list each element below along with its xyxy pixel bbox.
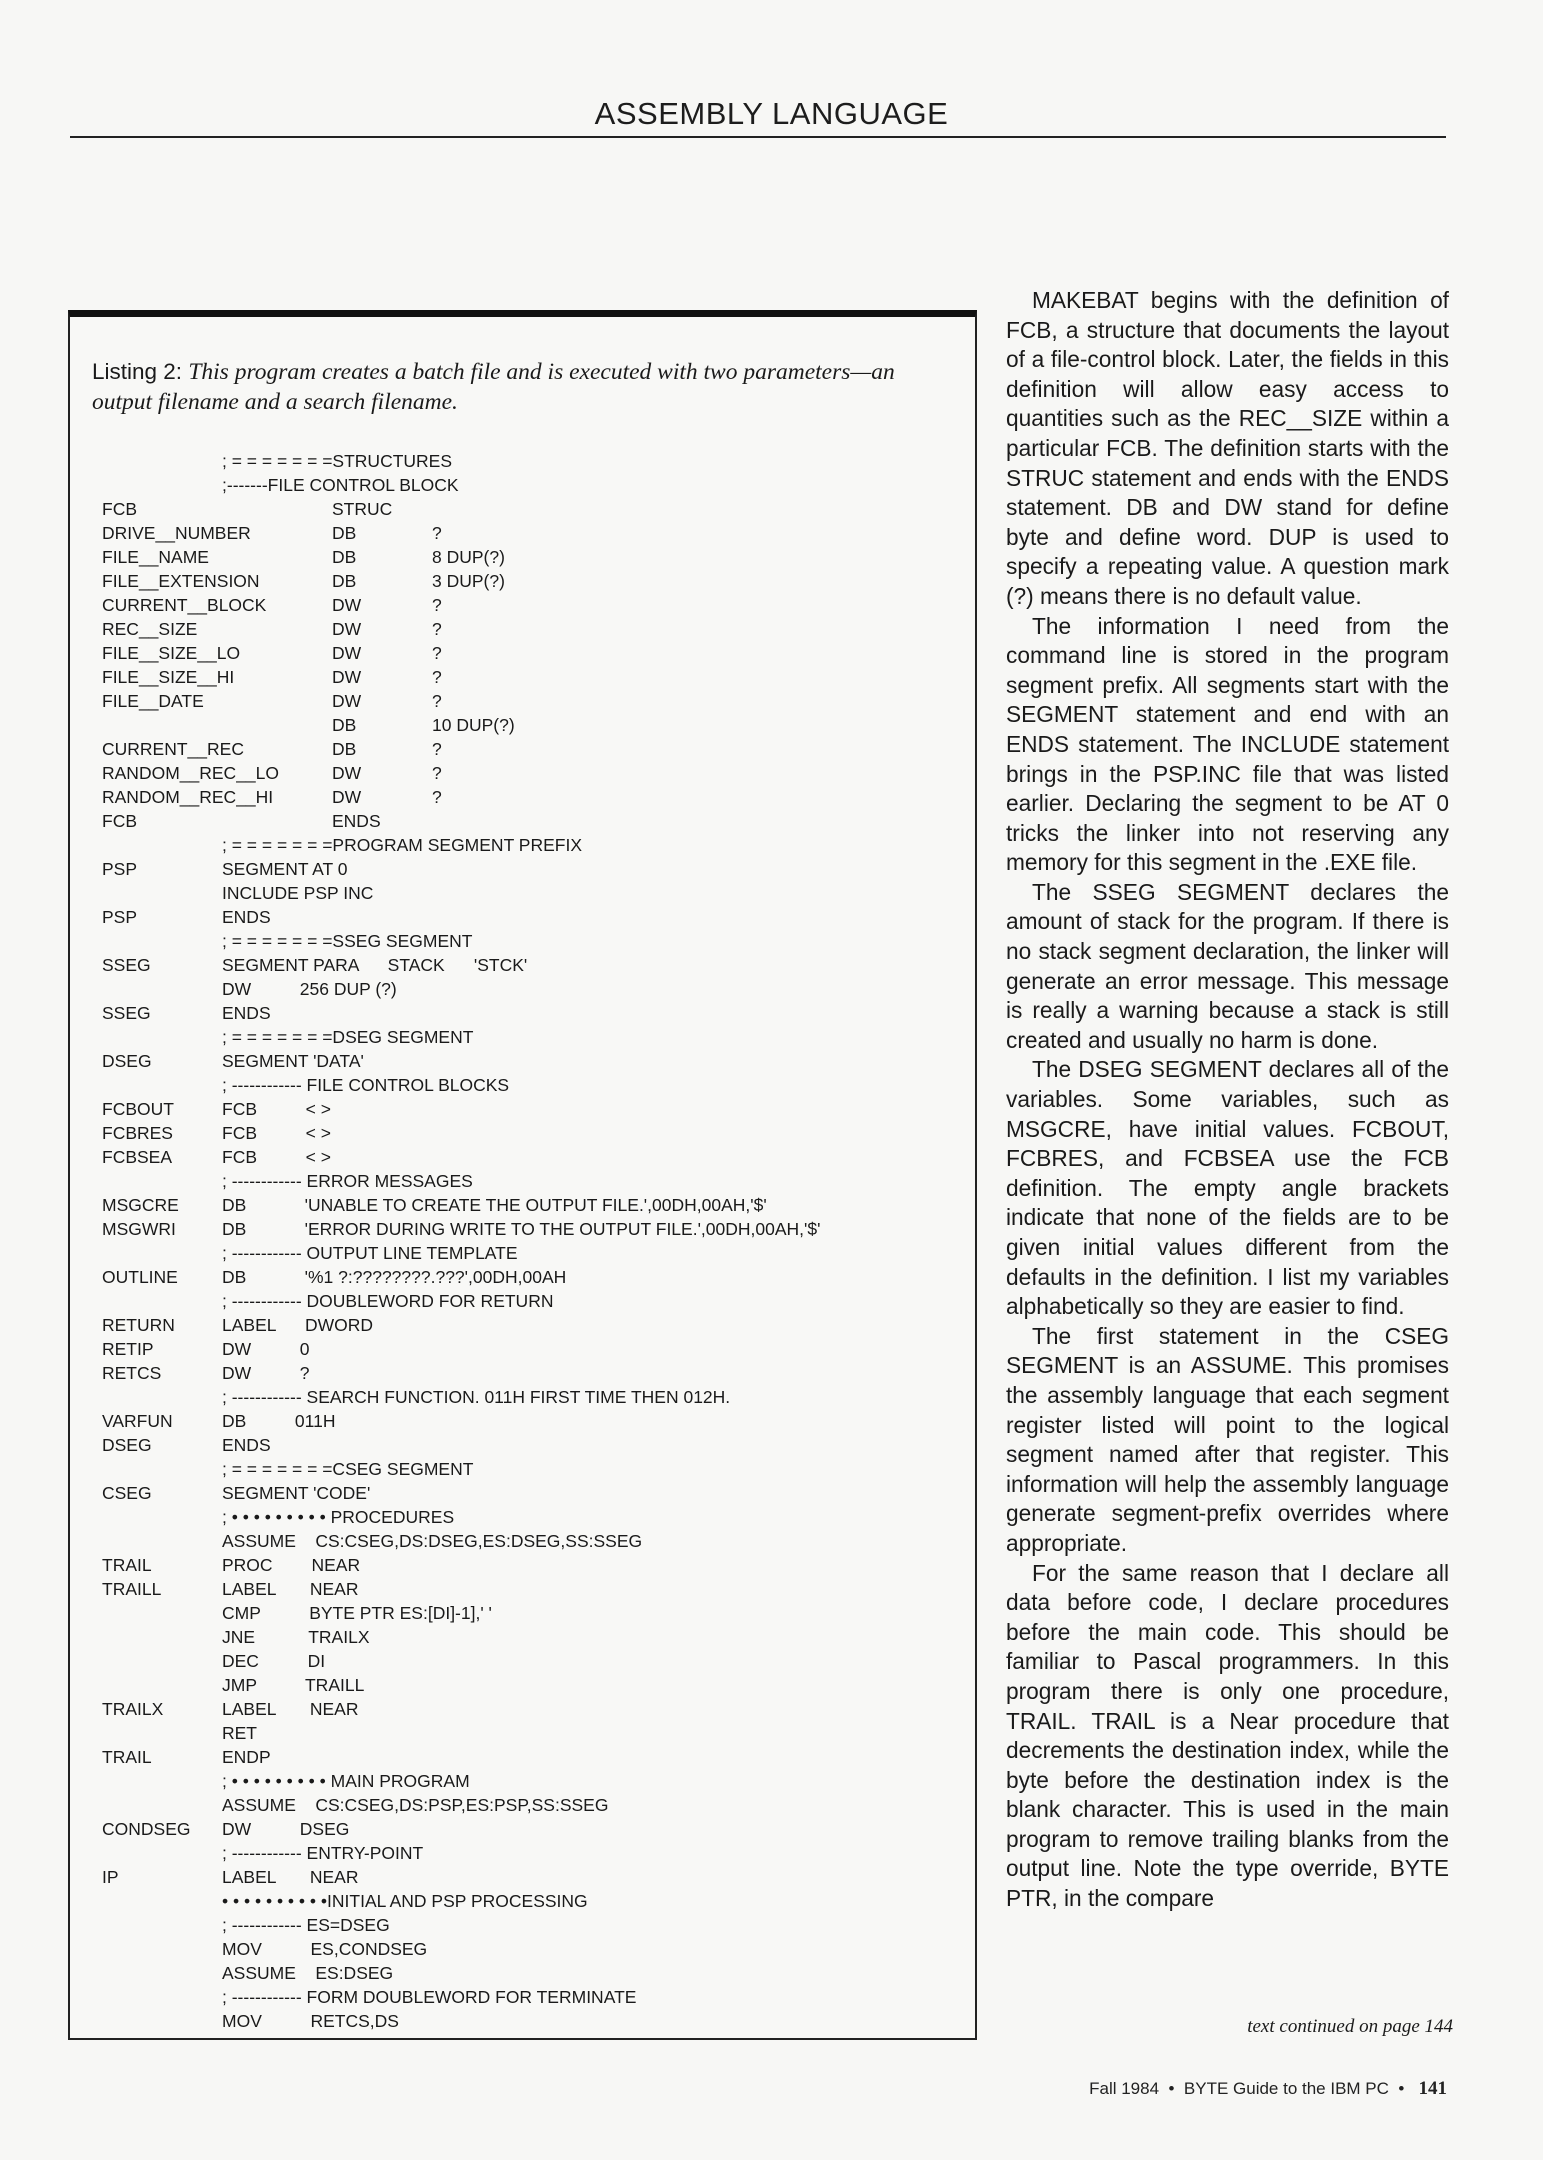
code-op: ; ------------ FORM DOUBLEWORD FOR TERMINATE	[222, 1987, 637, 2007]
code-label: PSP	[102, 859, 138, 879]
code-line	[102, 809, 962, 833]
code-label: CURRENT__REC	[102, 739, 244, 759]
code-label: FILE__SIZE__HI	[102, 667, 235, 687]
code-op: PROC NEAR	[222, 1555, 361, 1575]
code-line	[102, 1289, 962, 1313]
code-line	[102, 737, 962, 761]
code-line	[102, 689, 962, 713]
code-label: DSEG	[102, 1435, 152, 1455]
code-label: RANDOM__REC__LO	[102, 763, 279, 783]
code-op: ; ------------ ERROR MESSAGES	[222, 1171, 473, 1191]
code-directive: DW	[332, 787, 362, 807]
article-paragraph: For the same reason that I declare all data before code, I declare procedures before the main code. This should be familiar to Pascal programmers. In this program there is only one procedure, TRAIL. TRAIL is a Near procedure that decrements the destination index, while the byte before the destination index is the blank character. This is used in the main program to remove trailing blanks from the output line. Note the type override, BYTE PTR, in the compare	[1006, 1559, 1449, 1912]
code-label: PSP	[102, 907, 138, 927]
code-op: ; ------------ SEARCH FUNCTION. 011H FIRST TIME THEN 012H.	[222, 1387, 731, 1407]
article-paragraph: The DSEG SEGMENT declares all of the variables. Some variables, such as MSGCRE, have initial values. FCBOUT, FCBRES, and FCBSEA use the FCB definition. The empty angle brackets indicate that none of the fields are to be given initial values different from the defaults in the definition. I list my variables alphabetically so they are easier to find.	[1006, 1056, 1449, 1320]
code-line	[102, 785, 962, 809]
code-label: FCBRES	[102, 1123, 173, 1143]
code-op: ; ------------ ENTRY-POINT	[222, 1843, 424, 1863]
code-label: TRAILL	[102, 1579, 162, 1599]
code-line	[102, 1481, 962, 1505]
code-label: CSEG	[102, 1483, 152, 1503]
code-op: ENDP	[222, 1747, 271, 1767]
code-op: DW 0	[222, 1339, 310, 1359]
listing-caption-text: This program creates a batch file and is executed with two parameters—an output filename and a search filename.	[92, 359, 895, 415]
code-line	[102, 617, 962, 641]
code-line	[102, 1553, 962, 1577]
code-line	[102, 1457, 962, 1481]
code-line	[102, 569, 962, 593]
code-op: DW 256 DUP (?)	[222, 979, 397, 999]
code-line	[102, 1265, 962, 1289]
code-label: FILE__NAME	[102, 547, 209, 567]
code-line	[102, 1769, 962, 1793]
code-op: ; • • • • • • • • • MAIN PROGRAM	[222, 1771, 470, 1791]
code-label: TRAIL	[102, 1747, 152, 1767]
code-line	[102, 1385, 962, 1409]
code-op: ;-------FILE CONTROL BLOCK	[222, 475, 459, 495]
code-line	[102, 953, 962, 977]
article-paragraph: MAKEBAT begins with the definition of FCB, a structure that documents the layout of a file-control block. Later, the fields in this definition will allow easy access to quantities such as the REC__SIZE within a particular FCB. The definition starts with the STRUC statement and ends with the ENDS statement. DB and DW stand for define byte and define word. DUP is used to specify a repeating value. A question mark (?) means there is no default value.	[1006, 287, 1449, 609]
code-label: FCB	[102, 499, 137, 519]
code-listing	[102, 449, 962, 2033]
code-line	[102, 1529, 962, 1553]
code-line	[102, 1337, 962, 1361]
code-label: FILE__EXTENSION	[102, 571, 260, 591]
code-line	[102, 929, 962, 953]
code-op: LABEL NEAR	[222, 1867, 359, 1887]
code-op: LABEL DWORD	[222, 1315, 374, 1335]
code-label: SSEG	[102, 1003, 151, 1023]
code-line	[102, 1313, 962, 1337]
code-label: MSGCRE	[102, 1195, 179, 1215]
code-operand: 8 DUP(?)	[432, 547, 505, 567]
code-line	[102, 1001, 962, 1025]
code-label: IP	[102, 1867, 119, 1887]
code-line	[102, 857, 962, 881]
code-line	[102, 1049, 962, 1073]
code-op: JMP TRAILL	[222, 1675, 365, 1695]
code-line	[102, 641, 962, 665]
code-line	[102, 473, 962, 497]
code-directive: DW	[332, 667, 362, 687]
code-label: RETIP	[102, 1339, 154, 1359]
code-operand: 10 DUP(?)	[432, 715, 515, 735]
code-operand: 3 DUP(?)	[432, 571, 505, 591]
code-line	[102, 1505, 962, 1529]
code-label: FILE__SIZE__LO	[102, 643, 241, 663]
code-label: TRAIL	[102, 1555, 152, 1575]
code-op: ; ------------ ES=DSEG	[222, 1915, 390, 1935]
code-directive: STRUC	[332, 499, 393, 519]
code-line	[102, 545, 962, 569]
code-line	[102, 1025, 962, 1049]
code-label: REC__SIZE	[102, 619, 198, 639]
code-label: OUTLINE	[102, 1267, 178, 1287]
code-operand: ?	[432, 691, 442, 711]
code-directive: DW	[332, 691, 362, 711]
code-line	[102, 977, 962, 1001]
continued-note: text continued on page 144	[1247, 2016, 1453, 2037]
running-head: ASSEMBLY LANGUAGE	[594, 96, 949, 131]
code-line	[102, 1217, 962, 1241]
code-op: SEGMENT 'CODE'	[222, 1483, 371, 1503]
code-op: DW DSEG	[222, 1819, 350, 1839]
listing-label: Listing 2:	[92, 359, 183, 384]
code-line	[102, 2009, 962, 2033]
code-line	[102, 1193, 962, 1217]
code-op: ASSUME CS:CSEG,DS:DSEG,ES:DSEG,SS:SSEG	[222, 1531, 643, 1551]
code-label: DRIVE__NUMBER	[102, 523, 251, 543]
code-line	[102, 905, 962, 929]
code-directive: DW	[332, 643, 362, 663]
code-line	[102, 1121, 962, 1145]
code-directive: DB	[332, 715, 357, 735]
code-op: ASSUME CS:CSEG,DS:PSP,ES:PSP,SS:SSEG	[222, 1795, 609, 1815]
article-paragraph: The information I need from the command line is stored in the program segment prefix. All segments start with the SEGMENT statement and end with an ENDS statement. The INCLUDE statement brings in the PSP.INC file that was listed earlier. Declaring the segment to be AT 0 tricks the linker into not reserving any memory for this segment in the .EXE file.	[1006, 612, 1449, 876]
code-label: RETCS	[102, 1363, 162, 1383]
code-op: LABEL NEAR	[222, 1579, 359, 1599]
code-line	[102, 761, 962, 785]
code-op: ; = = = = = = =PROGRAM SEGMENT PREFIX	[222, 835, 583, 855]
code-operand: ?	[432, 787, 442, 807]
code-line	[102, 1073, 962, 1097]
page-number: 141	[1418, 2078, 1447, 2099]
code-line	[102, 521, 962, 545]
code-line	[102, 881, 962, 905]
code-line	[102, 1097, 962, 1121]
code-line	[102, 1697, 962, 1721]
code-op: FCB < >	[222, 1123, 331, 1143]
code-line	[102, 1433, 962, 1457]
code-line	[102, 1913, 962, 1937]
article-paragraph: The SSEG SEGMENT declares the amount of stack for the program. If there is no stack segment declaration, the linker will generate an error message. This message is really a warning because a stack is still created and usually no harm is done.	[1006, 878, 1449, 1053]
code-op: ; ------------ OUTPUT LINE TEMPLATE	[222, 1243, 518, 1263]
code-label: CONDSEG	[102, 1819, 191, 1839]
code-operand: ?	[432, 619, 442, 639]
code-directive: DB	[332, 739, 357, 759]
code-directive: DW	[332, 763, 362, 783]
code-label: CURRENT__BLOCK	[102, 595, 267, 615]
page-footer	[1089, 2078, 1447, 2100]
code-line	[102, 665, 962, 689]
code-line	[102, 1625, 962, 1649]
code-op: SEGMENT PARA STACK 'STCK'	[222, 955, 528, 975]
code-line	[102, 1865, 962, 1889]
code-op: ; ------------ DOUBLEWORD FOR RETURN	[222, 1291, 554, 1311]
code-label: MSGWRI	[102, 1219, 176, 1239]
code-line	[102, 1961, 962, 1985]
code-label: RETURN	[102, 1315, 175, 1335]
code-op: MOV ES,CONDSEG	[222, 1939, 428, 1959]
code-label: TRAILX	[102, 1699, 164, 1719]
code-line	[102, 1793, 962, 1817]
code-operand: ?	[432, 763, 442, 783]
code-label: DSEG	[102, 1051, 152, 1071]
code-line	[102, 1169, 962, 1193]
code-op: ENDS	[222, 1435, 271, 1455]
code-op: DB 011H	[222, 1411, 336, 1431]
code-op: FCB < >	[222, 1099, 331, 1119]
code-op: ENDS	[222, 907, 271, 927]
code-op: LABEL NEAR	[222, 1699, 359, 1719]
code-op: • • • • • • • • • •INITIAL AND PSP PROCESSING	[222, 1891, 588, 1911]
code-line	[102, 449, 962, 473]
code-line	[102, 1409, 962, 1433]
code-line	[102, 833, 962, 857]
code-op: DW ?	[222, 1363, 310, 1383]
code-line	[102, 713, 962, 737]
code-line	[102, 1745, 962, 1769]
code-line	[102, 497, 962, 521]
code-label: FILE__DATE	[102, 691, 204, 711]
code-directive: DB	[332, 547, 357, 567]
code-line	[102, 1241, 962, 1265]
code-line	[102, 593, 962, 617]
listing-box	[68, 310, 977, 2040]
code-op: CMP BYTE PTR ES:[DI]-1],' '	[222, 1603, 492, 1623]
code-operand: ?	[432, 667, 442, 687]
article-column	[1006, 286, 1449, 1914]
code-line	[102, 1673, 962, 1697]
code-op: DB '%1 ?:????????.???',00DH,00AH	[222, 1267, 567, 1287]
code-label: FCBSEA	[102, 1147, 173, 1167]
header-rule	[70, 136, 1446, 138]
code-op: ; = = = = = = =SSEG SEGMENT	[222, 931, 473, 951]
code-op: DEC DI	[222, 1651, 326, 1671]
code-label: FCB	[102, 811, 137, 831]
code-operand: ?	[432, 739, 442, 759]
code-op: ; ------------ FILE CONTROL BLOCKS	[222, 1075, 510, 1095]
code-label: VARFUN	[102, 1411, 173, 1431]
code-operand: ?	[432, 595, 442, 615]
code-line	[102, 1361, 962, 1385]
code-operand: ?	[432, 523, 442, 543]
code-op: RET	[222, 1723, 257, 1743]
code-op: ASSUME ES:DSEG	[222, 1963, 394, 1983]
code-op: ; = = = = = = =STRUCTURES	[222, 451, 453, 471]
code-op: MOV RETCS,DS	[222, 2011, 399, 2031]
listing-caption	[92, 357, 952, 417]
code-label: SSEG	[102, 955, 151, 975]
code-op: INCLUDE PSP INC	[222, 883, 374, 903]
code-op: ; = = = = = = =CSEG SEGMENT	[222, 1459, 474, 1479]
code-line	[102, 1721, 962, 1745]
code-op: ENDS	[222, 1003, 271, 1023]
code-line	[102, 1985, 962, 2009]
footer-publication: Fall 1984 • BYTE Guide to the IBM PC •	[1089, 2079, 1405, 2098]
code-op: DB 'UNABLE TO CREATE THE OUTPUT FILE.',00DH,00AH,'$'	[222, 1195, 767, 1215]
article-paragraph: The first statement in the CSEG SEGMENT is an ASSUME. This promises the assembly language that each segment register listed will point to the logical segment named after that register. This information will help the assembly language generate segment-prefix overrides where appropriate.	[1006, 1322, 1449, 1556]
code-directive: DB	[332, 523, 357, 543]
code-operand: ?	[432, 643, 442, 663]
code-line	[102, 1649, 962, 1673]
code-directive: ENDS	[332, 811, 381, 831]
code-label: RANDOM__REC__HI	[102, 787, 274, 807]
code-line	[102, 1817, 962, 1841]
code-line	[102, 1577, 962, 1601]
code-label: FCBOUT	[102, 1099, 174, 1119]
code-op: SEGMENT 'DATA'	[222, 1051, 364, 1071]
code-line	[102, 1601, 962, 1625]
code-op: ; = = = = = = =DSEG SEGMENT	[222, 1027, 474, 1047]
code-op: JNE TRAILX	[222, 1627, 370, 1647]
code-line	[102, 1145, 962, 1169]
code-op: FCB < >	[222, 1147, 331, 1167]
code-line	[102, 1841, 962, 1865]
code-line	[102, 1889, 962, 1913]
code-directive: DB	[332, 571, 357, 591]
code-directive: DW	[332, 619, 362, 639]
code-op: ; • • • • • • • • • PROCEDURES	[222, 1507, 455, 1527]
code-op: DB 'ERROR DURING WRITE TO THE OUTPUT FILE.',00DH,00AH,'$'	[222, 1219, 821, 1239]
code-line	[102, 1937, 962, 1961]
code-op: SEGMENT AT 0	[222, 859, 348, 879]
code-directive: DW	[332, 595, 362, 615]
